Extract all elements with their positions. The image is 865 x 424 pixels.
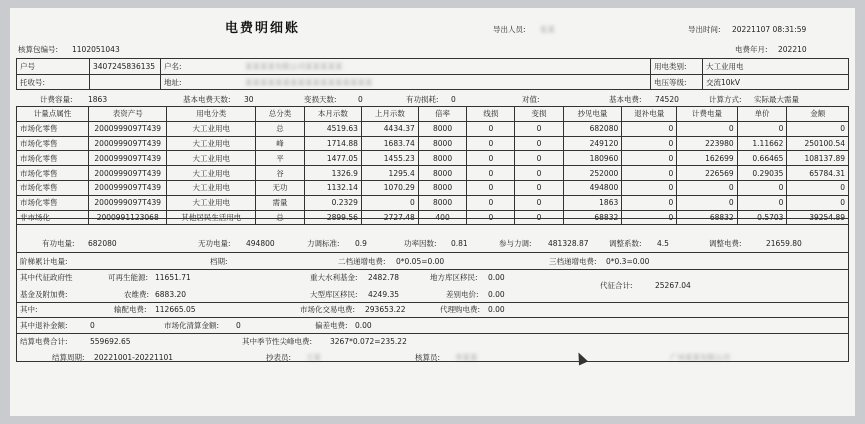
table-cell: 市场化零售 — [17, 121, 89, 136]
table-cell: 1714.88 — [304, 136, 361, 151]
power-std: 0.9 — [355, 239, 367, 248]
renewable: 11651.71 — [155, 273, 191, 282]
seasonal-peak-label: 其中季节性尖峰电费: — [242, 337, 313, 346]
table-cell: 0 — [622, 136, 677, 151]
adj-energy: 481328.87 — [548, 239, 589, 248]
meter-table — [16, 106, 849, 225]
water-fund: 2482.78 — [368, 273, 400, 282]
table-cell: 大工业用电 — [167, 195, 256, 210]
table-cell: 2000991123068 — [88, 210, 166, 225]
user-no-label: 户号 — [20, 62, 35, 71]
table-row — [17, 180, 849, 195]
transformer-days-label: 变损天数: — [304, 95, 337, 104]
account-no: 1102051043 — [72, 45, 120, 54]
user-name-label: 户名: — [164, 62, 182, 71]
reactive-energy-label: 无功电量: — [198, 239, 231, 248]
big-reservoir-label: 大型库区移民: — [310, 290, 358, 299]
table-cell: 0 — [515, 166, 563, 181]
table-cell: 0 — [677, 195, 737, 210]
table-cell: 0 — [467, 166, 515, 181]
voltage: 交流10kV — [706, 78, 741, 87]
reader: 王某 — [306, 353, 321, 362]
ladder-second-value: 0*0.05=0.00 — [396, 257, 445, 266]
market-clear: 0 — [236, 321, 241, 330]
ladder-level-label: 档期: — [210, 257, 228, 266]
table-cell: 8000 — [418, 151, 467, 166]
table-cell: 0 — [737, 121, 787, 136]
adj-fee: 21659.80 — [766, 239, 802, 248]
collect-no-label: 托收号: — [20, 78, 46, 87]
calc-method: 实际最大需量 — [754, 95, 799, 104]
table-cell: 4519.63 — [304, 121, 361, 136]
column-header: 抄见电量 — [563, 107, 622, 122]
table-cell: 0 — [515, 210, 563, 225]
active-energy: 682080 — [88, 239, 117, 248]
table-cell: 0.2329 — [304, 195, 361, 210]
table-cell: 2000999097T439 — [88, 195, 166, 210]
reactive-energy: 494800 — [246, 239, 275, 248]
column-header: 总分类 — [256, 107, 305, 122]
table-row — [17, 121, 849, 136]
table-cell: 0 — [467, 195, 515, 210]
document-title: 电费明细账 — [225, 21, 301, 36]
table-cell: 大工业用电 — [167, 121, 256, 136]
table-cell: 0 — [737, 180, 787, 195]
table-cell: 0 — [515, 121, 563, 136]
column-header: 本月示数 — [304, 107, 361, 122]
table-cell: 68832 — [677, 210, 737, 225]
capacity-label: 计费容量: — [40, 95, 73, 104]
base-fee-label: 基本电费: — [609, 95, 642, 104]
dist-fee-label: 输配电费: — [114, 305, 147, 314]
table-cell: 68832 — [563, 210, 622, 225]
table-body — [17, 121, 849, 225]
table-cell: 0 — [467, 180, 515, 195]
fund-total-label: 代征合计: — [600, 281, 633, 290]
table-cell: 108137.89 — [787, 151, 849, 166]
table-cell: 大工业用电 — [167, 136, 256, 151]
table-cell: 1326.9 — [304, 166, 361, 181]
table-cell: 市场化零售 — [17, 195, 89, 210]
deviation-fee: 0.00 — [355, 321, 372, 330]
export-time: 20221107 08:31:59 — [732, 25, 807, 34]
active-energy-label: 有功电量: — [42, 239, 75, 248]
table-cell: 谷 — [256, 166, 305, 181]
table-cell: 大工业用电 — [167, 180, 256, 195]
table-cell: 8000 — [418, 180, 467, 195]
table-row — [17, 136, 849, 151]
table-cell: 0 — [515, 151, 563, 166]
table-cell: 0 — [622, 195, 677, 210]
billing-month-label: 电费年月: — [735, 45, 768, 54]
renewable-label: 可再生能源: — [108, 273, 149, 282]
table-cell: 需量 — [256, 195, 305, 210]
column-header: 退补电量 — [622, 107, 677, 122]
column-header: 金额 — [787, 107, 849, 122]
bill-sheet — [10, 8, 855, 416]
table-cell: 0 — [515, 180, 563, 195]
user-no: 3407245836135 — [93, 62, 156, 71]
table-cell: 0 — [737, 195, 787, 210]
adj-coef-label: 调整系数: — [609, 239, 642, 248]
table-cell: 总 — [256, 121, 305, 136]
table-cell: 0 — [677, 180, 737, 195]
table-cell: 0 — [467, 121, 515, 136]
table-cell: 4434.37 — [361, 121, 418, 136]
settle-total-label: 结算电费合计: — [20, 337, 68, 346]
adj-fee-label: 调整电费: — [709, 239, 742, 248]
local-reservoir: 0.00 — [488, 273, 505, 282]
address-label: 地址: — [164, 78, 182, 87]
diff-price: 0.00 — [488, 290, 505, 299]
table-cell: 1.11662 — [737, 136, 787, 151]
table-cell: 223980 — [677, 136, 737, 151]
agri-fee-label: 农维费: — [124, 290, 150, 299]
table-cell: 0 — [622, 210, 677, 225]
table-cell: 0 — [787, 195, 849, 210]
big-reservoir: 4249.35 — [368, 290, 400, 299]
elec-type: 大工业用电 — [706, 62, 744, 71]
table-cell: 非市场化 — [17, 210, 89, 225]
table-row — [17, 166, 849, 181]
export-time-label: 导出时间: — [688, 25, 721, 34]
table-cell: 252000 — [563, 166, 622, 181]
base-days-label: 基本电费天数: — [183, 95, 231, 104]
table-cell: 2000999097T439 — [88, 136, 166, 151]
table-cell: 0.5703 — [737, 210, 787, 225]
power-factor: 0.81 — [451, 239, 468, 248]
dist-fee: 112665.05 — [155, 305, 196, 314]
footer-extra: 广州某某有限公司 — [670, 353, 730, 362]
diff-price-label: 差别电价: — [446, 290, 479, 299]
base-fee: 74520 — [655, 95, 679, 104]
export-user-label: 导出人员: — [493, 25, 526, 34]
table-cell: 400 — [418, 210, 467, 225]
table-cell: 2000999097T439 — [88, 166, 166, 181]
table-cell: 总 — [256, 210, 305, 225]
table-cell: 0 — [467, 151, 515, 166]
agri-fee: 6883.20 — [155, 290, 187, 299]
table-cell: 无功 — [256, 180, 305, 195]
table-cell: 0.29035 — [737, 166, 787, 181]
table-cell: 8000 — [418, 195, 467, 210]
table-cell: 1683.74 — [361, 136, 418, 151]
calc-method-label: 计算方式: — [709, 95, 742, 104]
table-cell: 2899.56 — [304, 210, 361, 225]
export-user: 张某 — [540, 25, 555, 34]
table-cell: 226569 — [677, 166, 737, 181]
column-header: 用电分类 — [167, 107, 256, 122]
local-reservoir-label: 地方库区移民: — [430, 273, 478, 282]
table-cell: 249120 — [563, 136, 622, 151]
table-cell: 1477.05 — [304, 151, 361, 166]
adj-energy-label: 参与力调: — [499, 239, 532, 248]
checker: 李某某 — [455, 353, 478, 362]
column-header: 线损 — [467, 107, 515, 122]
agent-fee-label: 代理购电费: — [440, 305, 481, 314]
table-cell: 0 — [787, 180, 849, 195]
fund-total: 25267.04 — [655, 281, 691, 290]
table-cell: 0 — [467, 136, 515, 151]
seasonal-peak: 3267*0.072=235.22 — [330, 337, 407, 346]
table-cell: 0 — [622, 180, 677, 195]
column-header: 表资产号 — [88, 107, 166, 122]
period-label: 结算周期: — [52, 353, 85, 362]
table-header-row — [17, 107, 849, 122]
ratio-label: 对值: — [522, 95, 540, 104]
column-header: 变损 — [515, 107, 563, 122]
capacity: 1863 — [88, 95, 108, 104]
market-fee: 293653.22 — [365, 305, 406, 314]
refund: 0 — [90, 321, 95, 330]
table-cell: 0 — [622, 166, 677, 181]
user-name: 某某某某有限公司某某某某某 — [245, 62, 343, 71]
table-cell: 0 — [361, 195, 418, 210]
agent-fee: 0.00 — [488, 305, 505, 314]
table-cell: 1295.4 — [361, 166, 418, 181]
table-cell: 平 — [256, 151, 305, 166]
table-cell: 8000 — [418, 166, 467, 181]
market-fee-label: 市场化交易电费: — [300, 305, 356, 314]
deviation-fee-label: 偏差电费: — [315, 321, 348, 330]
adj-coef: 4.5 — [657, 239, 669, 248]
table-cell: 0 — [787, 121, 849, 136]
table-cell: 1132.14 — [304, 180, 361, 195]
table-cell: 2000999097T439 — [88, 151, 166, 166]
power-factor-label: 功率因数: — [404, 239, 437, 248]
power-std-label: 力调标准: — [307, 239, 340, 248]
column-header: 计费电量 — [677, 107, 737, 122]
table-cell: 2000999097T439 — [88, 180, 166, 195]
ladder-third-value: 0*0.3=0.00 — [606, 257, 650, 266]
water-fund-label: 重大水利基金: — [310, 273, 358, 282]
table-cell: 1070.29 — [361, 180, 418, 195]
table-row — [17, 151, 849, 166]
active-loss-label: 有功损耗: — [406, 95, 439, 104]
table-cell: 180960 — [563, 151, 622, 166]
table-cell: 494800 — [563, 180, 622, 195]
table-cell: 1455.23 — [361, 151, 418, 166]
settle-total: 559692.65 — [90, 337, 131, 346]
refund-label: 其中退补金额: — [20, 321, 68, 330]
table-cell: 0 — [622, 151, 677, 166]
table-cell: 8000 — [418, 136, 467, 151]
table-cell: 市场化零售 — [17, 180, 89, 195]
trans-label: 其中: — [20, 305, 38, 314]
period: 20221001-20221101 — [94, 353, 174, 362]
table-cell: 39254.89 — [787, 210, 849, 225]
table-cell: 市场化零售 — [17, 151, 89, 166]
table-cell: 8000 — [418, 121, 467, 136]
gov-fund-label-2: 基金及附加费: — [20, 290, 68, 299]
ladder-third-label: 三档递增电费: — [549, 257, 597, 266]
voltage-label: 电压等级: — [654, 78, 687, 87]
table-row — [17, 195, 849, 210]
table-cell: 0.66465 — [737, 151, 787, 166]
table-cell: 0 — [467, 210, 515, 225]
gov-fund-label: 其中代征政府性 — [20, 273, 73, 282]
account-no-label: 核算包编号: — [18, 45, 59, 54]
table-cell: 0 — [677, 121, 737, 136]
elec-type-label: 用电类别: — [654, 62, 687, 71]
column-header: 计量点属性 — [17, 107, 89, 122]
table-cell: 65784.31 — [787, 166, 849, 181]
table-cell: 2727.48 — [361, 210, 418, 225]
table-cell: 0 — [515, 136, 563, 151]
reader-label: 抄表员: — [266, 353, 292, 362]
table-cell: 大工业用电 — [167, 166, 256, 181]
table-cell: 市场化零售 — [17, 166, 89, 181]
table-cell: 682080 — [563, 121, 622, 136]
table-cell: 1863 — [563, 195, 622, 210]
table-cell: 大工业用电 — [167, 151, 256, 166]
base-days: 30 — [244, 95, 254, 104]
ladder-label: 阶梯累计电量: — [20, 257, 68, 266]
table-cell: 峰 — [256, 136, 305, 151]
column-header: 上月示数 — [361, 107, 418, 122]
checker-label: 核算员: — [415, 353, 441, 362]
table-cell: 其他居民生活用电 — [167, 210, 256, 225]
table-cell: 0 — [515, 195, 563, 210]
table-cell: 0 — [622, 121, 677, 136]
table-cell: 162699 — [677, 151, 737, 166]
column-header: 单价 — [737, 107, 787, 122]
ladder-second-label: 二档递增电费: — [338, 257, 386, 266]
market-clear-label: 市场化清算金额: — [164, 321, 220, 330]
table-cell: 250100.54 — [787, 136, 849, 151]
active-loss: 0 — [451, 95, 456, 104]
transformer-days: 0 — [358, 95, 363, 104]
address: 某某某某某某某某某某某某某某某某某 — [245, 78, 373, 87]
table-cell: 市场化零售 — [17, 136, 89, 151]
column-header: 倍率 — [418, 107, 467, 122]
billing-month: 202210 — [778, 45, 807, 54]
table-cell: 2000999097T439 — [88, 121, 166, 136]
